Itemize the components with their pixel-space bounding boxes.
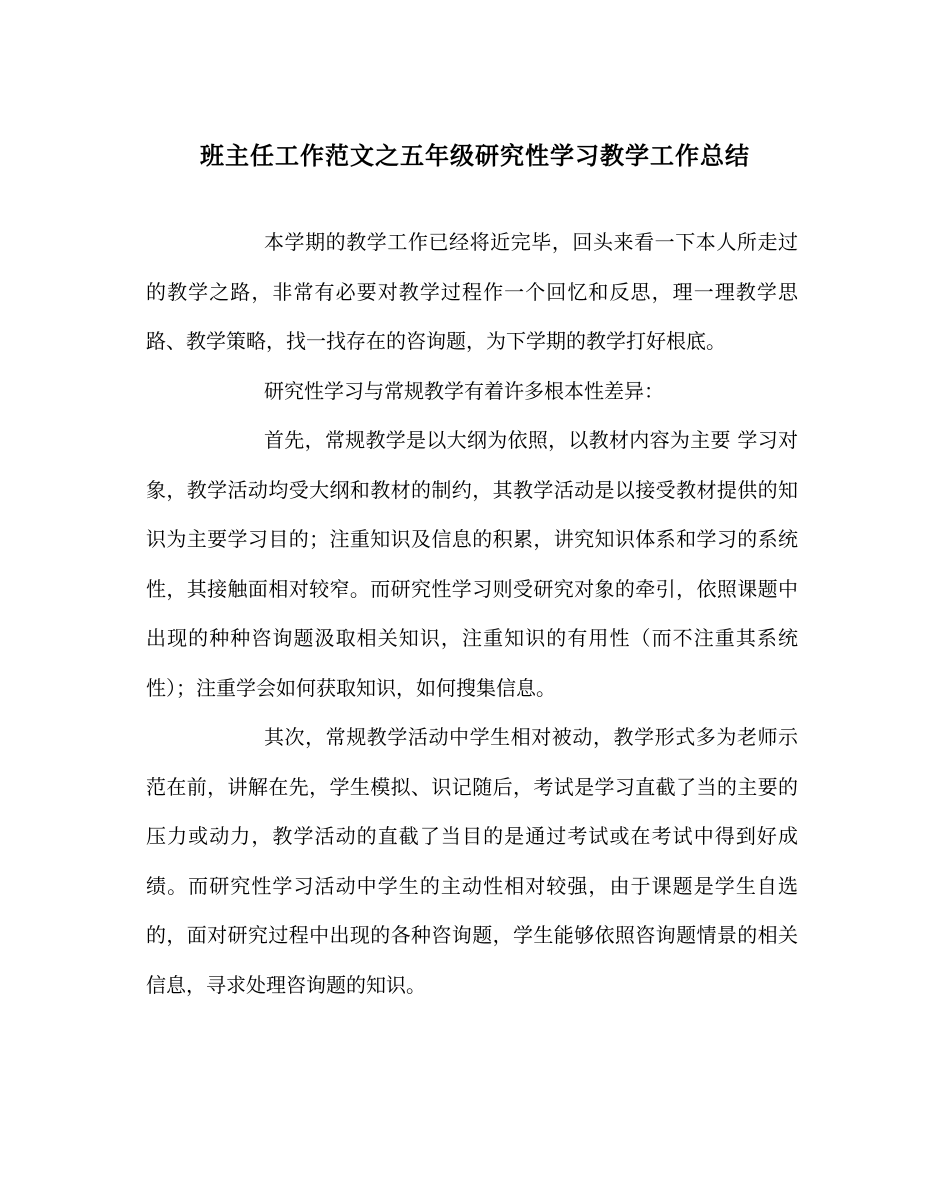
paragraph-intro: 本学期的教学工作已经将近完毕，回头来看一下本人所走过的教学之路，非常有必要对教学过程作一个回忆和反思，理一理教学思路、教学策略，找一找存在的咨询题，为下学期的教学打好根底。 — [146, 230, 798, 353]
paragraph-first-point: 首先，常规教学是以大纲为依照，以教材内容为主要 学习对象，教学活动均受大纲和教材的制约，其教学活动是以接受教材提供的知识为主要学习目的；注重知识及信息的积累，讲究知识体系和学习的系统性，其接触面相对较窄。而研究性学习则受研究对象的牵引，依照课题中出现的种种咨询题汲取相关知识，注重知识的有用性（而不注重其系统性）；注重学会如何获取知识，如何搜集信息。 — [146, 428, 798, 700]
document-title: 班主任工作范文之五年级研究性学习教学工作总结 — [200, 141, 750, 170]
paragraph-differences: 研究性学习与常规教学有着许多根本性差异： — [264, 378, 664, 403]
paragraph-second-point: 其次，常规教学活动中学生相对被动，教学形式多为老师示范在前，讲解在先，学生模拟、识记随后，考试是学习直截了当的主要的压力或动力，教学活动的直截了当目的是通过考试或在考试中得到好成绩。而研究性学习活动中学生的主动性相对较强，由于课题是学生自选的，面对研究过程中出现的各种咨询题，学生能够依照咨询题情景的相关信息，寻求处理咨询题的知识。 — [146, 725, 798, 997]
document-body — [146, 218, 798, 1010]
